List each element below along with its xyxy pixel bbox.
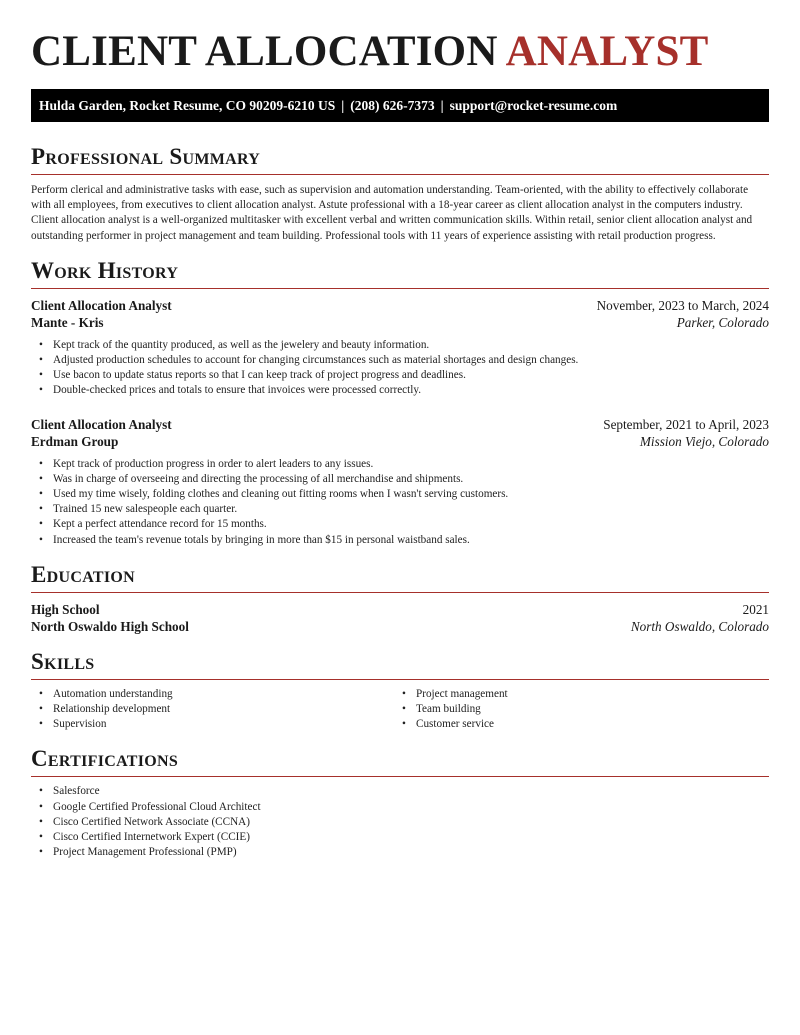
skills-list-right bbox=[394, 687, 757, 733]
education-entry bbox=[31, 601, 769, 635]
skills-columns bbox=[31, 687, 769, 733]
job-bullets bbox=[31, 457, 769, 548]
certification-item: • Google Certified Professional Cloud Architect bbox=[31, 800, 769, 815]
education-degree: High School bbox=[31, 601, 100, 617]
section-divider bbox=[31, 592, 769, 593]
list-item: • Trained 15 new salespeople each quarter. bbox=[31, 502, 769, 517]
skill-item: • Team building bbox=[394, 702, 757, 717]
work-history-section bbox=[31, 258, 769, 548]
skill-item: • Relationship development bbox=[31, 702, 394, 717]
contact-bar bbox=[31, 89, 769, 122]
title-accent: ANALYST bbox=[505, 28, 709, 75]
education-location: North Oswaldo, Colorado bbox=[630, 618, 769, 634]
section-heading: Certifications bbox=[31, 746, 179, 772]
skill-item: • Supervision bbox=[31, 717, 394, 732]
contact-separator: | bbox=[341, 98, 345, 113]
job-company: Erdman Group bbox=[31, 433, 119, 449]
section-heading: Professional Summary bbox=[31, 144, 261, 169]
resume-page bbox=[31, 0, 769, 860]
certifications-section bbox=[31, 746, 769, 860]
resume-title bbox=[31, 28, 769, 76]
section-divider bbox=[31, 776, 769, 777]
list-item: • Double-checked prices and totals to ensure that invoices were processed correctly. bbox=[31, 383, 769, 398]
skills-section bbox=[31, 649, 769, 733]
certification-item: • Cisco Certified Internetwork Expert (CCIE) bbox=[31, 830, 769, 845]
contact-address: Hulda Garden, Rocket Resume, CO 90209-6210 US bbox=[39, 98, 336, 113]
job-dates: November, 2023 to March, 2024 bbox=[596, 297, 769, 313]
job-dates: September, 2021 to April, 2023 bbox=[603, 416, 769, 432]
education-year: 2021 bbox=[742, 601, 769, 617]
skills-list-left bbox=[31, 687, 394, 733]
job-title: Client Allocation Analyst bbox=[31, 416, 172, 432]
certification-item: • Project Management Professional (PMP) bbox=[31, 845, 769, 860]
list-item: • Kept track of the quantity produced, as well as the jewelery and beauty information. bbox=[31, 338, 769, 353]
contact-email[interactable]: support@rocket-resume.com bbox=[449, 98, 618, 113]
list-item: • Was in charge of overseeing and directing the processing of all merchandise and shipments. bbox=[31, 472, 769, 487]
job-title: Client Allocation Analyst bbox=[31, 297, 172, 313]
skill-item: • Automation understanding bbox=[31, 687, 394, 702]
section-heading: Work History bbox=[31, 257, 179, 283]
section-divider bbox=[31, 679, 769, 680]
job-location: Mission Viejo, Colorado bbox=[639, 433, 769, 449]
title-role: CLIENT ALLOCATION bbox=[31, 28, 498, 75]
section-heading: Skills bbox=[31, 648, 95, 674]
section-divider bbox=[31, 288, 769, 289]
list-item: • Kept track of production progress in order to alert leaders to any issues. bbox=[31, 457, 769, 472]
list-item: • Kept a perfect attendance record for 15 months. bbox=[31, 517, 769, 532]
section-divider bbox=[31, 174, 769, 175]
list-item: • Use bacon to update status reports so that I can keep track of project progress and deadlines. bbox=[31, 368, 769, 383]
list-item: • Adjusted production schedules to account for changing circumstances such as material shortages and design changes. bbox=[31, 353, 769, 368]
education-section bbox=[31, 562, 769, 635]
job-entry bbox=[31, 297, 769, 399]
job-location: Parker, Colorado bbox=[676, 314, 769, 330]
list-item: • Increased the team's revenue totals by bringing in more than $15 in personal waistband sales. bbox=[31, 533, 769, 548]
job-bullets bbox=[31, 338, 769, 399]
contact-separator: | bbox=[440, 98, 444, 113]
certification-item: • Salesforce bbox=[31, 784, 769, 799]
certifications-list bbox=[31, 784, 769, 860]
job-company: Mante - Kris bbox=[31, 314, 104, 330]
certification-item: • Cisco Certified Network Associate (CCNA) bbox=[31, 815, 769, 830]
skill-item: • Project management bbox=[394, 687, 757, 702]
list-item: • Used my time wisely, folding clothes and cleaning out fitting rooms when I wasn't serving customers. bbox=[31, 487, 769, 502]
contact-phone: (208) 626-7373 bbox=[350, 98, 435, 113]
job-entry bbox=[31, 416, 769, 548]
summary-text: Perform clerical and administrative tasks with ease, such as supervision and automation understanding. Team-oriented, with the ability to effectively collaborate with all employees, from executives to client allocation analyst. Astute professional with a 18-year career as client allocation analyst in the computers industry. Client allocation analyst is a well-organized multitasker with excellent verbal and written communication skills. Within retail, senior client allocation analyst and outstanding performer in project management and team building. Professional tools with 11 years of experience assisting with retail production progress. bbox=[31, 184, 753, 242]
summary-section bbox=[31, 144, 769, 244]
education-school: North Oswaldo High School bbox=[31, 618, 189, 634]
skill-item: • Customer service bbox=[394, 717, 757, 732]
section-heading: Education bbox=[31, 561, 135, 587]
